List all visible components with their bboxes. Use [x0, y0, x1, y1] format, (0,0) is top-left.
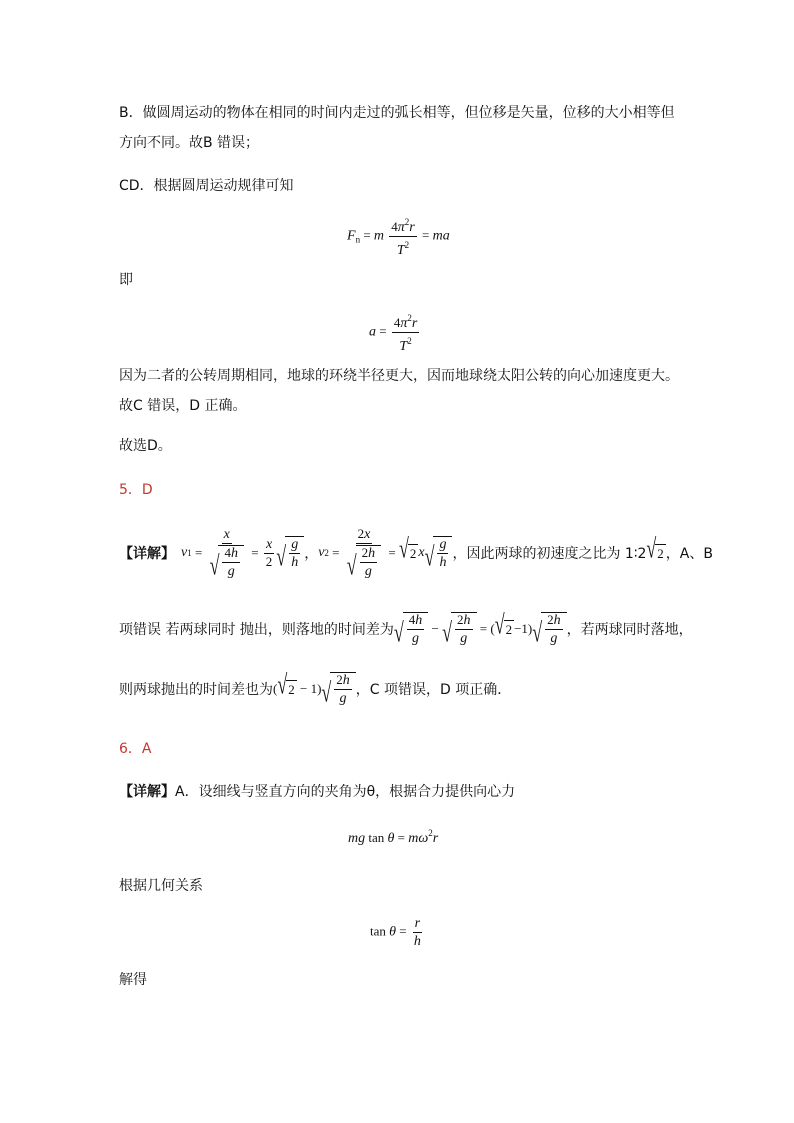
q5-line1: 【详解】 v 1 = x √ $\frac{4h}{g}$ = $\frac{x}{2}$ √ $\frac{g}{h}$ ， v 2 = 2x √ $\frac{2h}{g}$ = √ 2 x √ $\frac{g}{h}$ ，因此两球的初速度之比为 1∶2 √ 2 ，A、B: [119, 526, 713, 581]
q6-line1: [119, 782, 515, 802]
q5-line2-text-b: ，若两球同时落地，: [566, 622, 693, 638]
option-b-line2: 方向不同。故B 错误；: [119, 135, 260, 151]
q5-ab-text: ，A、B: [665, 546, 713, 562]
answer-6: 6．A: [119, 741, 152, 757]
tan-geometry-formula: tan θ = $\frac{r}{h}$: [370, 916, 421, 949]
option-cd-intro: CD．根据圆周运动规律可知: [119, 178, 294, 194]
q5-line3-text-a: 则两球抛出的时间差也为: [119, 682, 273, 698]
option-b-line1: B．做圆周运动的物体在相同的时间内走过的弧长相等，但位移是矢量，位移的大小相等但: [119, 105, 675, 121]
reason-line2: 故C 错误，D 正确。: [119, 398, 247, 414]
centripetal-force-formula: $F_n = m$ $\frac{4\pi^2r}{T^2}$ = ma: [347, 217, 450, 258]
q6-text: A．设细线与竖直方向的夹角为θ，根据合力提供向心力: [175, 784, 516, 800]
q6-label: 【详解】: [119, 784, 175, 800]
tan-force-formula: mg $\tan \theta = m\omega^2r$: [348, 828, 439, 846]
q5-line3: 则两球抛出的时间差也为 ( √ 2 − 1) √ $\frac{2h}{g}$ ，C 项错误，D 项正确．: [119, 669, 512, 708]
geometry-text: 根据几何关系: [119, 878, 203, 894]
answer-5: 5．D: [119, 482, 153, 498]
q5-line2-text-a: 项错误 若两球同时 抛出，则落地的时间差为: [119, 622, 394, 638]
q5-line2: 项错误 若两球同时 抛出，则落地的时间差为 √ $\frac{4h}{g}$ − √ $\frac{2h}{g}$ = ( √ 2 −1) √ $\frac{2h}{g}$ ，若两球同时落地，: [119, 609, 693, 648]
acceleration-formula: a = $\frac{4\pi^2r}{T^2}$: [369, 313, 418, 354]
solve-text: 解得: [119, 972, 147, 988]
reason-line1: 因为二者的公转周期相同，地球的环绕半径更大，因而地球绕太阳公转的向心加速度更大。: [119, 368, 679, 384]
q5-line3-text-b: ，C 项错误，D 项正确．: [355, 682, 512, 698]
ji-text: 即: [119, 272, 133, 288]
q5-ratio-text: ，因此两球的初速度之比为 1∶2: [452, 546, 647, 562]
choose-d: 故选D。: [119, 438, 172, 454]
q5-label: 【详解】: [119, 546, 175, 562]
